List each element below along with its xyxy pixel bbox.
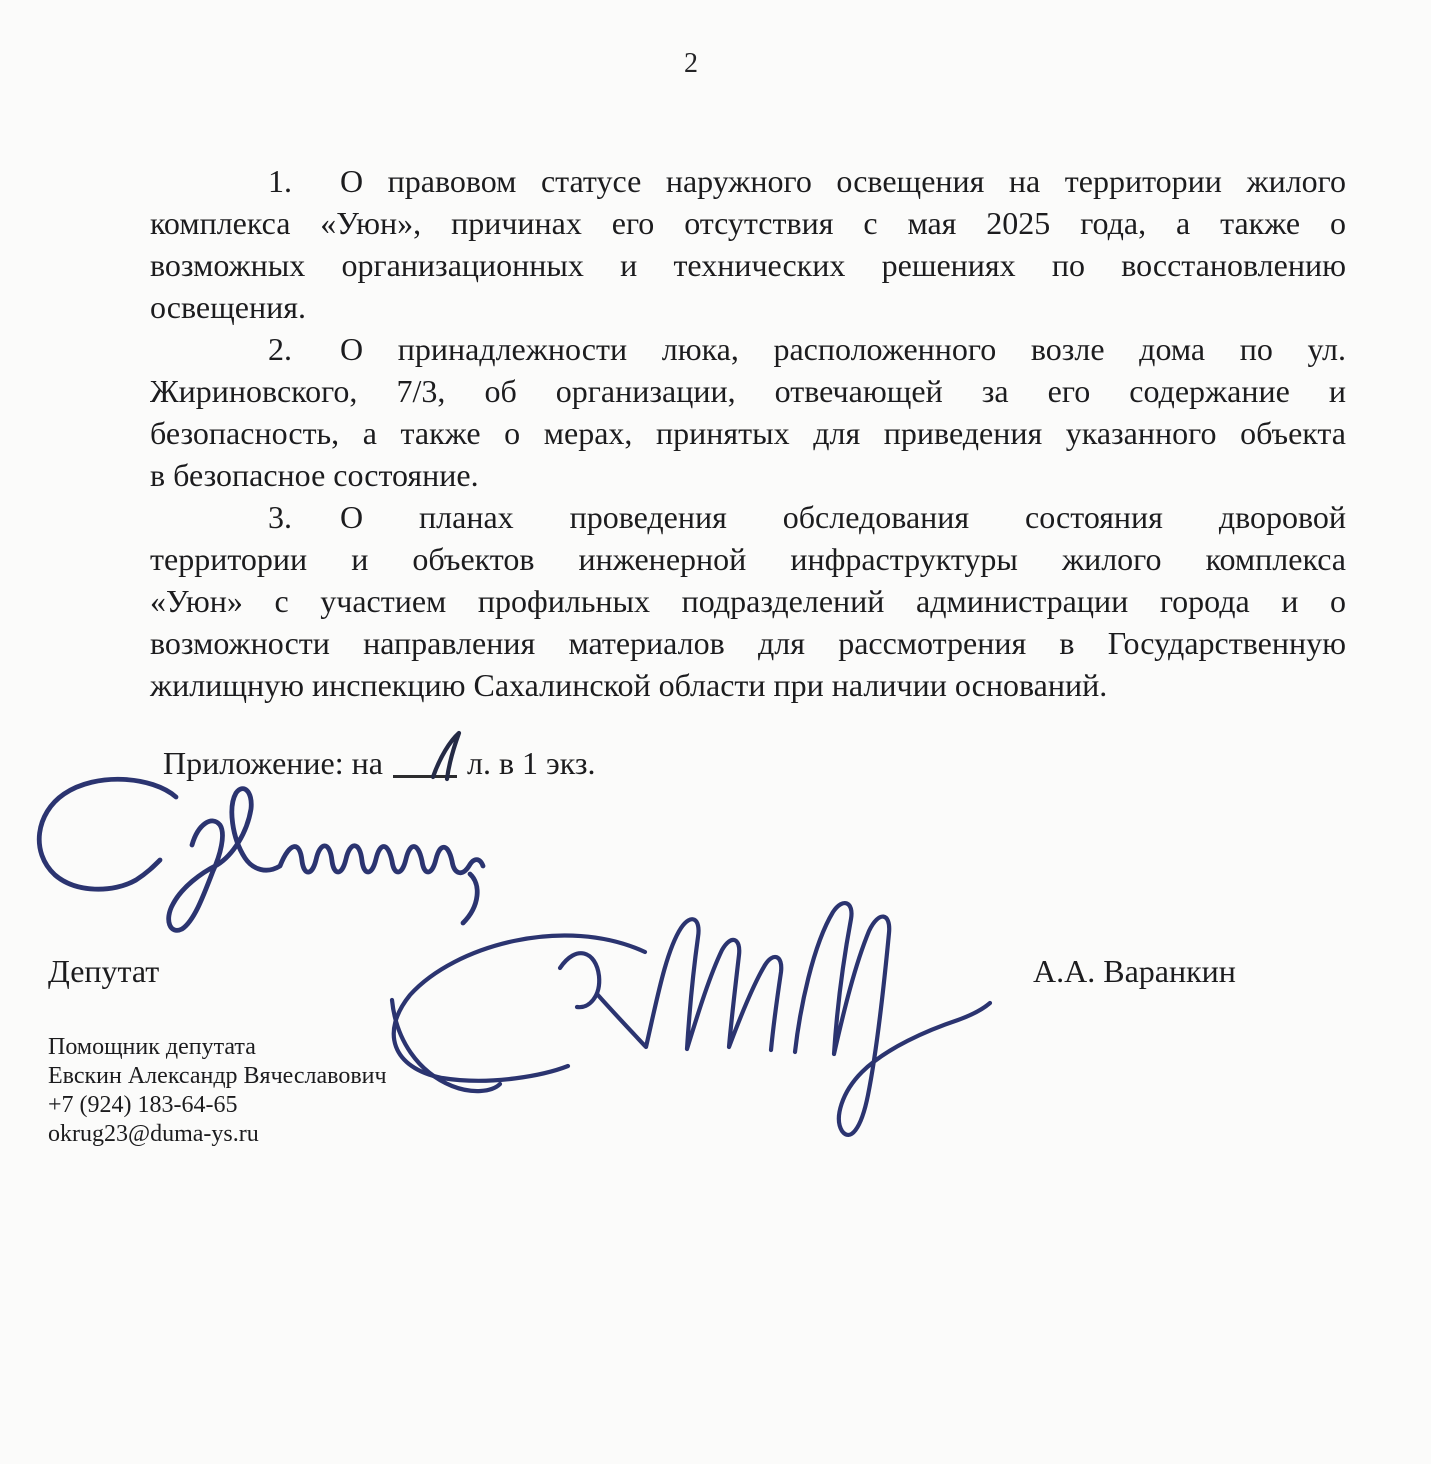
assistant-phone: +7 (924) 183-64-65	[48, 1092, 238, 1118]
paragraph-line: территории и объектов инженерной инфраструктуры жилого комплекса	[150, 541, 1346, 577]
assistant-email: okrug23@duma-ys.ru	[48, 1121, 259, 1147]
assistant-name: Евскин Александр Вячеславович	[48, 1063, 387, 1089]
paragraph-line: возможности направления материалов для рассмотрения в Государственную	[150, 625, 1346, 661]
paragraph-text: О правовом статусе наружного освещения на территории жилого	[340, 163, 1346, 199]
closing-handwriting	[39, 779, 483, 930]
paragraph-line: освещения.	[150, 289, 306, 325]
page-number: 2	[684, 48, 698, 79]
paragraph-text: О принадлежности люка, расположенного возле дома по ул.	[340, 331, 1346, 367]
paragraph	[150, 160, 1346, 328]
paragraph-line	[150, 160, 1346, 202]
paragraph-line	[150, 496, 1346, 538]
assistant-contact-block	[48, 1033, 387, 1149]
signature-handwriting	[392, 903, 990, 1135]
paragraph-line: комплекса «Уюн», причинах его отсутствия с мая 2025 года, а также о	[150, 205, 1346, 241]
attachment-line	[163, 741, 596, 782]
paragraph-line: в безопасное состояние.	[150, 457, 479, 493]
signoff-name: А.А. Варанкин	[1033, 953, 1236, 989]
paragraph-text: О планах проведения обследования состояния дворовой	[340, 499, 1346, 535]
sheets-blank-underline	[393, 745, 457, 778]
paragraph-line: Жириновского, 7/3, об организации, отвечающей за его содержание и	[150, 373, 1346, 409]
paragraph-line	[150, 328, 1346, 370]
signoff-position: Депутат	[48, 953, 160, 989]
paragraph-number: 3.	[268, 499, 292, 535]
paragraph-line: безопасность, а также о мерах, принятых для приведения указанного объекта	[150, 415, 1346, 451]
paragraph-number: 2.	[268, 331, 292, 367]
attachment-label-after: л. в 1 экз.	[466, 745, 596, 781]
paragraph	[150, 496, 1346, 706]
assistant-role: Помощник депутата	[48, 1034, 256, 1060]
letter-body	[150, 160, 1346, 706]
paragraph-number: 1.	[268, 163, 292, 199]
paragraph-line: жилищную инспекцию Сахалинской области при наличии оснований.	[150, 667, 1108, 703]
paragraph-line: возможных организационных и технических решениях по восстановлению	[150, 247, 1346, 283]
paragraph-line: «Уюн» с участием профильных подразделений администрации города и о	[150, 583, 1346, 619]
attachment-label-before: Приложение: на	[163, 745, 383, 781]
paragraph	[150, 328, 1346, 496]
